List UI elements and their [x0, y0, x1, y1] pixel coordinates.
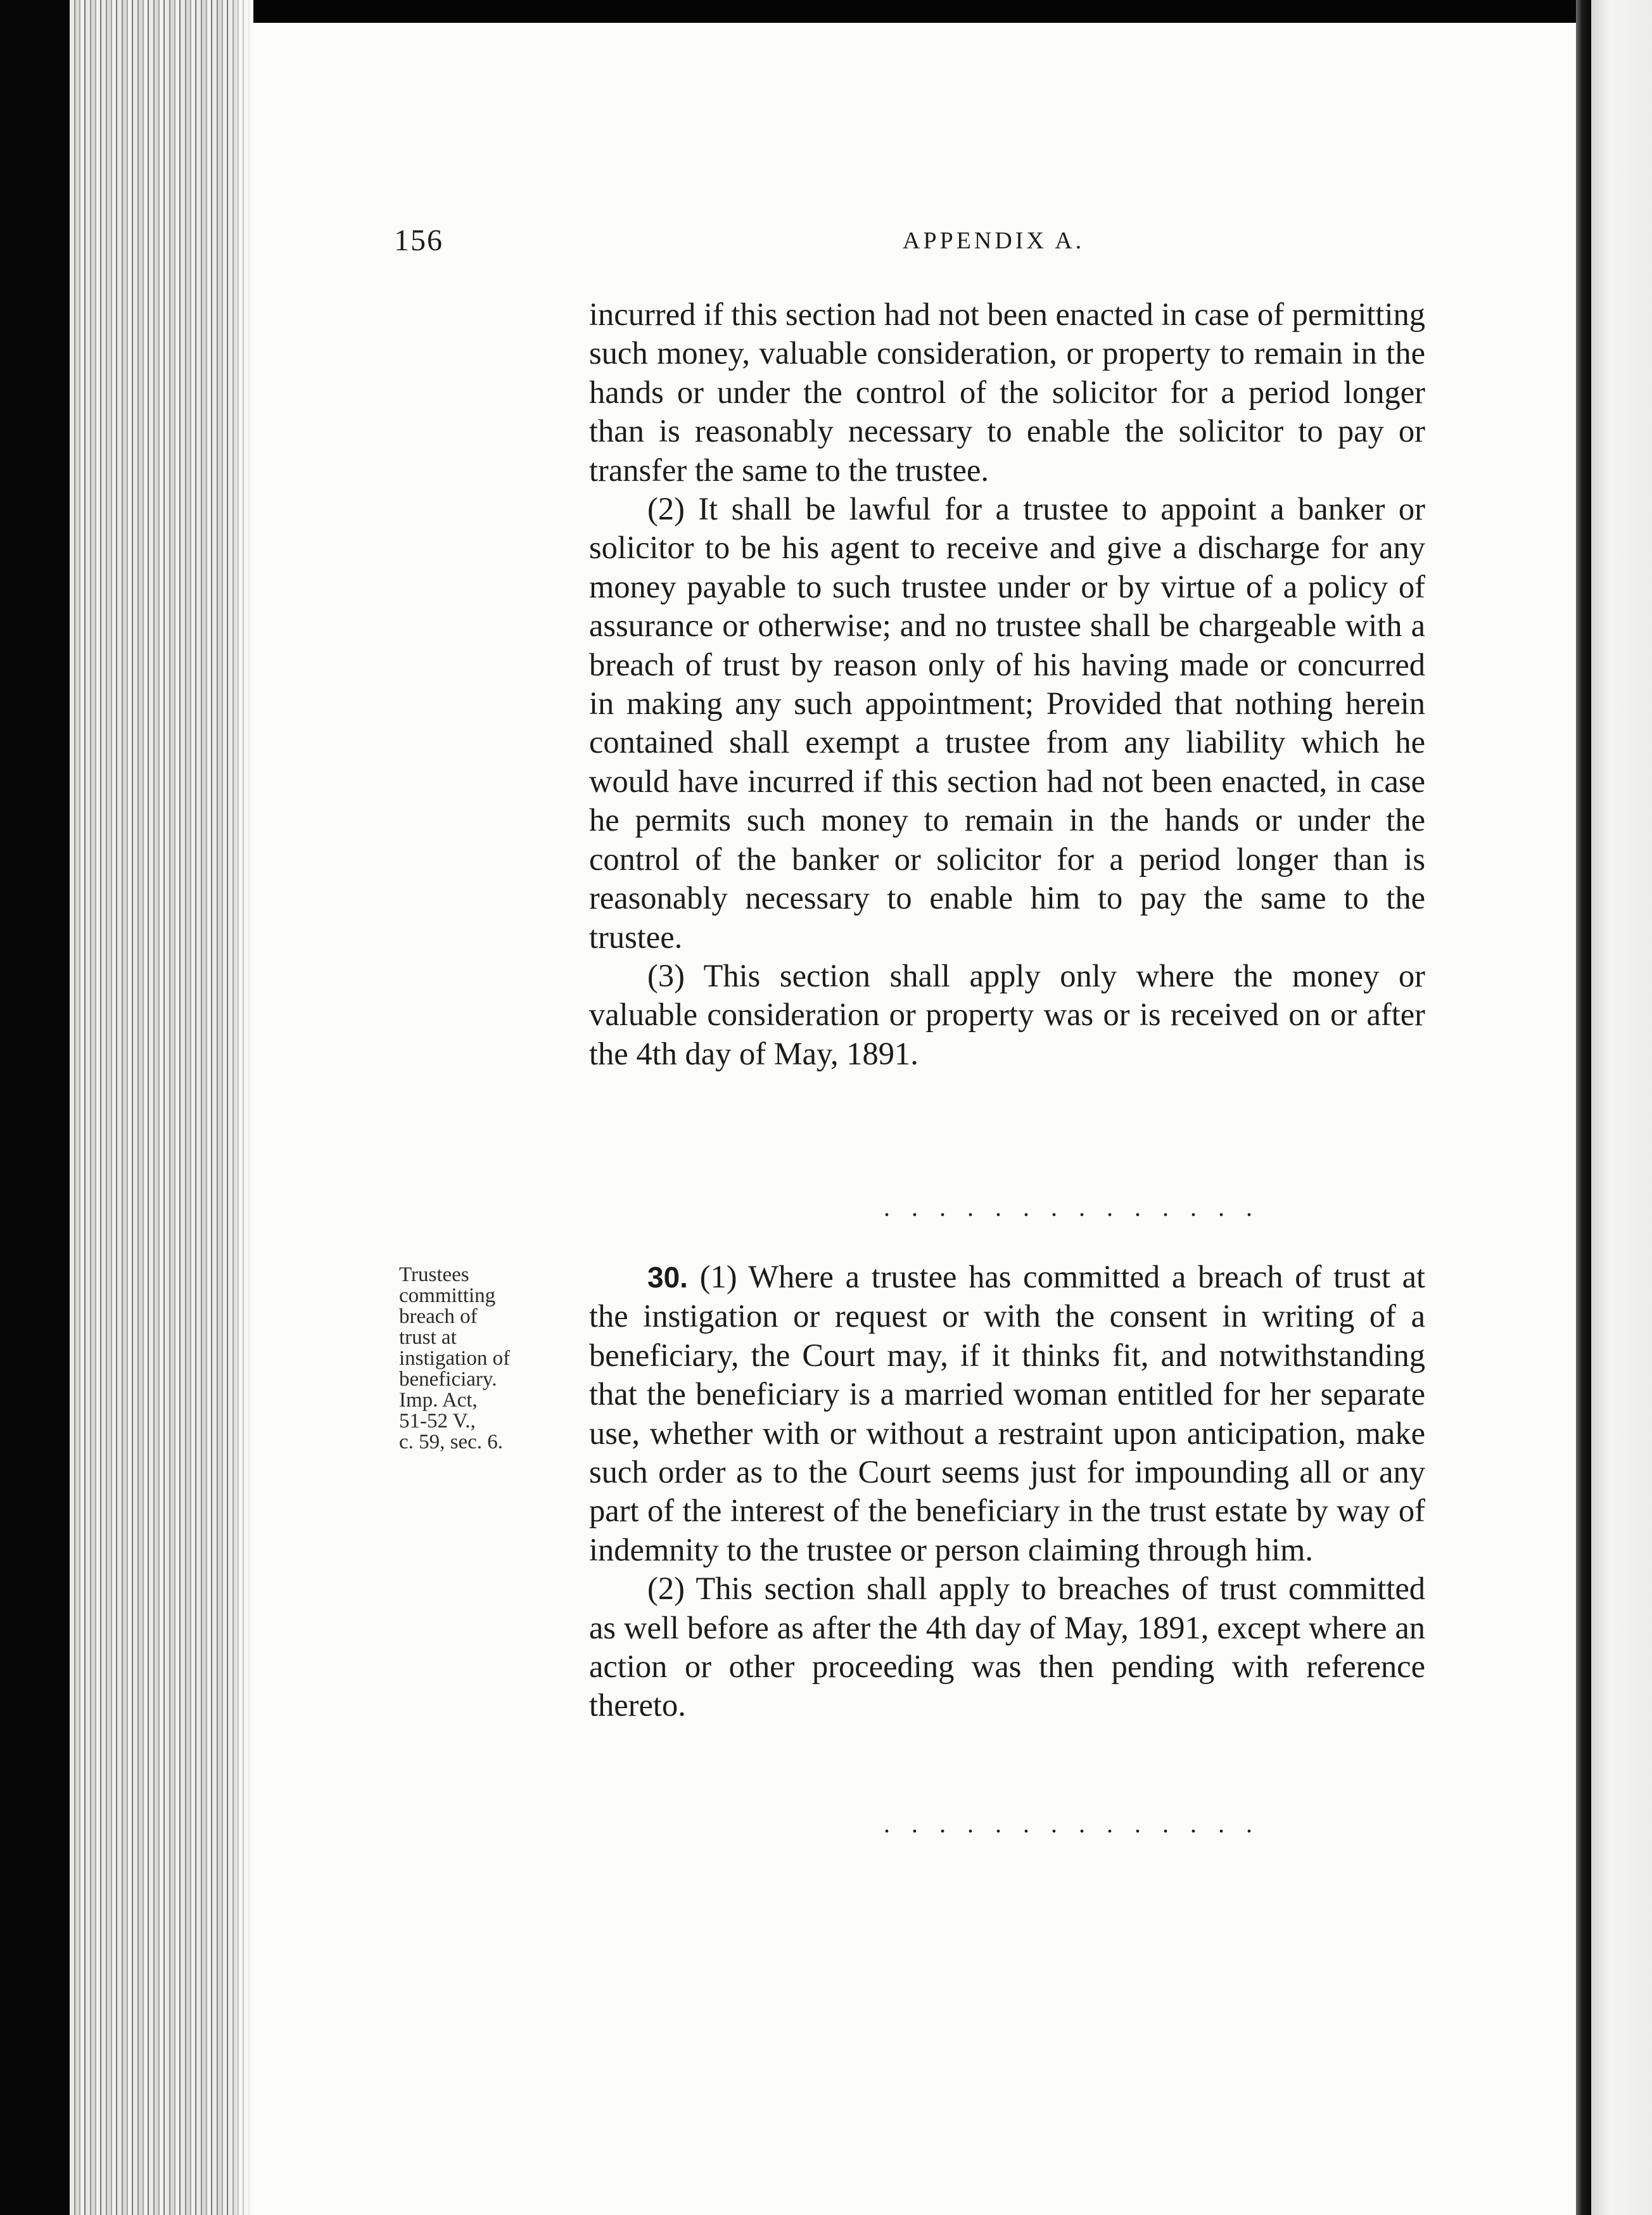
scan-border-left	[0, 0, 70, 2215]
marginal-note-line: committing	[399, 1284, 496, 1307]
paragraph-continued: incurred if this section had not been enacted in case of permitting such money, valuable consideration, or property to remain in the hands or under the control of the solicitor for a period longer than is reasonably necessary to enable the solicitor to pay or transfer the same to the trustee.	[589, 297, 1425, 488]
marginal-note-line: Imp. Act,	[399, 1389, 478, 1412]
section-30-subsection-1	[589, 1258, 1425, 1569]
marginal-note-line: Trustees	[399, 1263, 469, 1286]
section-30-subsection-1-text: (1) Where a trustee has committed a breach of trust at the instigation or request or with the consent in writing of a beneficiary, the Court may, if it thinks fit, and notwithstanding that the beneficiary is a married woman entitled for her separate use, whether with or without a restraint upon anticipation, make such order as to the Court seems just for impounding all or any part of the interest of the beneficiary in the trust estate by way of indemnity to the trustee or person claiming through him.	[589, 1259, 1426, 1567]
section-29-continuation	[589, 295, 1425, 1073]
section-30-subsection-2: (2) This section shall apply to breaches of trust committed as well before as after the 4th day of May, 1891, except where an action or other proceeding was then pending with reference thereto.	[589, 1571, 1425, 1723]
running-head: APPENDIX A.	[903, 227, 1085, 254]
book-binding-edge	[1576, 0, 1591, 2215]
marginal-note-line: breach of	[399, 1305, 478, 1328]
section-number: 30.	[647, 1261, 688, 1294]
marginal-note-line: 51-52 V.,	[399, 1410, 476, 1433]
section-separator: . . . . . . . . . . . . . .	[884, 1810, 1260, 1838]
marginal-note-line: beneficiary.	[399, 1368, 497, 1391]
page-header	[0, 223, 1652, 261]
marginal-note	[399, 1265, 583, 1453]
facing-page-edge	[1591, 0, 1652, 2215]
marginal-note-line: c. 59, sec. 6.	[399, 1431, 504, 1453]
section-separator: . . . . . . . . . . . . . .	[884, 1193, 1260, 1222]
page-number: 156	[394, 224, 443, 257]
paragraph-subsection-2: (2) It shall be lawful for a trustee to appoint a banker or solicitor to be his agent to receive and give a discharge for any money payable to such trustee under or by virtue of a policy of assurance or otherwise; and no trustee shall be chargeable with a breach of trust by reason only of his having made or concurred in making any such appointment; Provided that nothing herein contained shall exempt a trustee from any liability which he would have incurred if this section had not been enacted, in case he permits such money to remain in the hands or under the control of the banker or solicitor for a period longer than is reasonably necessary to enable him to pay the same to the trustee.	[589, 491, 1425, 955]
marginal-note-line: instigation of	[399, 1347, 511, 1370]
paragraph-subsection-3: (3) This section shall apply only where the money or valuable consideration or property was or is received on or after the 4th day of May, 1891.	[589, 957, 1425, 1071]
book-page-edges	[70, 0, 253, 2215]
section-30	[589, 1258, 1425, 1725]
marginal-note-line: trust at	[399, 1326, 457, 1349]
